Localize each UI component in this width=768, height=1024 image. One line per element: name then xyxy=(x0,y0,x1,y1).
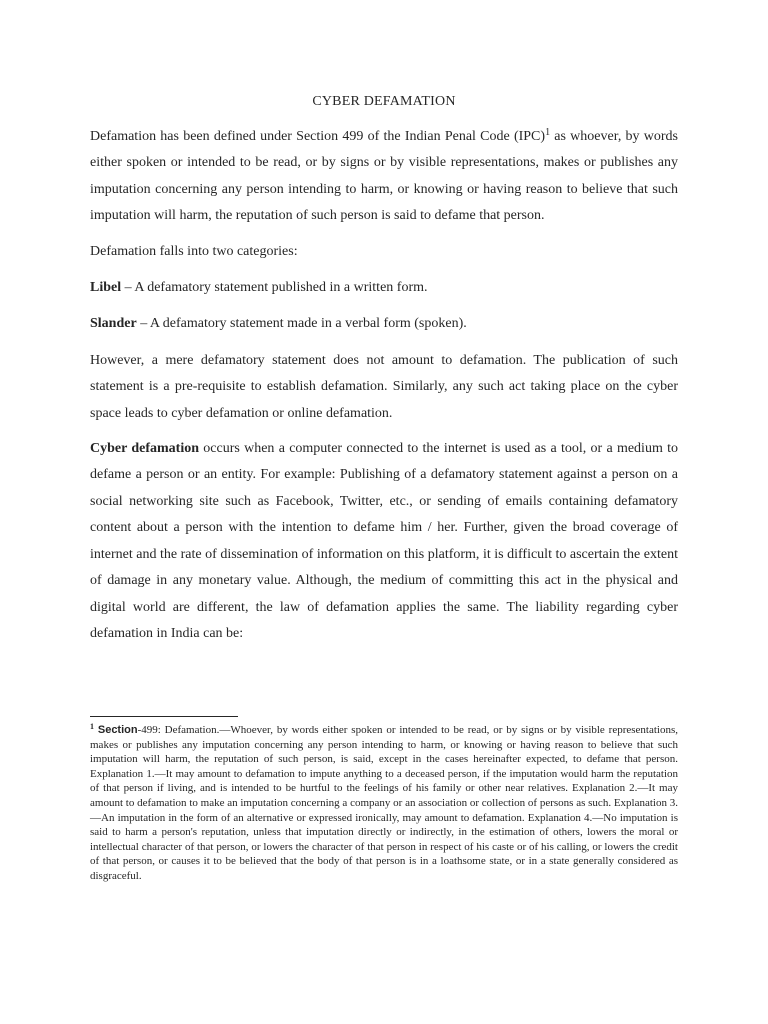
document-title: CYBER DEFAMATION xyxy=(312,94,456,109)
footnote-text: -499: Defamation.—Whoever, by words either spoken or intended to be read, or by signs or by visible representations, makes or publishes any imputation concerning any person intending to harm, or knowing or having reason to believe that such imputation will harm, the reputation of such person, is said, except in the cases hereinafter expected, to defame that person. Explanation 1.—It may amount to defamation to impute anything to a deceased person, if the imputation would harm the reputation of that person if living, and is intended to be hurtful to the feelings of his family or other near relatives. Explanation 2.—It may amount to defamation to make an imputation concerning a company or an association or collection of persons as such. Explanation 3.—An imputation in the form of an alternative or expressed ironically, may amount to defamation. Explanation 4.—No imputation is said to harm a person's reputation, unless that imputation directly or indirectly, in the estimation of others, lowers the moral or intellectual character of that person, or lowers the character of that person in respect of his caste or of his calling, or lowers the credit of that person, or causes it to be believed that the body of that person is in a loathsome state, or in a state generally considered as disgraceful. xyxy=(90,724,678,882)
footnote-separator xyxy=(90,716,238,717)
slander-definition: – A defamatory statement made in a verbal form (spoken). xyxy=(136,316,467,332)
libel-definition: – A defamatory statement published in a written form. xyxy=(121,280,428,296)
cyber-defamation-text: occurs when a computer connected to the internet is used as a tool, or a medium to defame a person or an entity. For example: Publishing of a defamatory statement against a person on a social networking site such as Facebook, Twitter, etc., or sending of emails containing defamatory content about a person with the intention to defame him / her. Further, given the broad coverage of internet and the rate of dissemination of information on this platform, it is difficult to ascertain the extent of damage in any monetary value. Although, the medium of committing this act in the physical and digital world are different, the law of defamation applies the same. The liability regarding cyber defamation in India can be: xyxy=(90,441,678,641)
paragraph-libel xyxy=(90,275,678,301)
footnote-label: Section xyxy=(97,724,138,736)
document-body xyxy=(90,92,678,656)
cyber-defamation-term: Cyber defamation xyxy=(90,441,200,457)
paragraph-slander xyxy=(90,311,678,337)
paragraph-categories: Defamation falls into two categories: xyxy=(90,243,298,259)
libel-term: Libel xyxy=(90,280,122,296)
paragraph-publication: However, a mere defamatory statement does not amount to defamation. The publication of such statement is a pre-requisite to establish defamation. Similarly, any such act taking place on the cyber space leads to cyber defamation or online defamation. xyxy=(90,352,678,421)
footnote-reference[interactable]: 1 xyxy=(545,127,551,138)
footnote-marker: 1 xyxy=(90,722,94,731)
paragraph-definition-text: Defamation has been defined under Section 499 of the Indian Penal Code (IPC) xyxy=(90,129,546,144)
paragraph-definition xyxy=(90,124,678,230)
paragraph-cyber-defamation xyxy=(90,436,678,647)
slander-term: Slander xyxy=(90,316,137,332)
footnote xyxy=(90,723,678,884)
paragraph-definition-rest: as whoever, by words either spoken or intended to be read, or by signs or by visible representations, makes or publishes any imputation concerning any person intending to harm, or knowing or having reason to believe that such imputation will harm, the reputation of such person is said to defame that person. xyxy=(90,129,678,224)
